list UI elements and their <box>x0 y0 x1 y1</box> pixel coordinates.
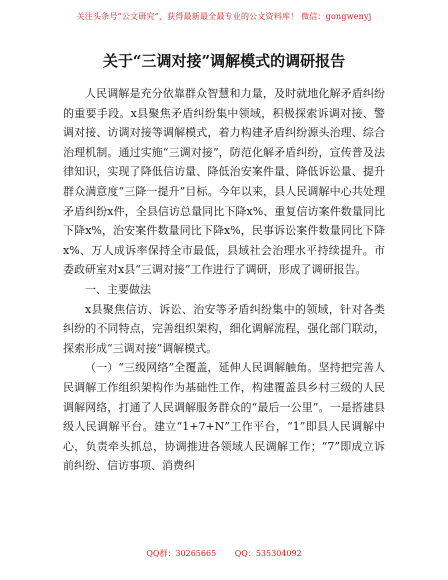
document-title: 关于“三调对接”调解模式的调研报告 <box>102 52 346 70</box>
footer-qq-number: QQ：535304092 <box>234 549 302 558</box>
header-promo-note: 关注头条号“公文研究”，获得最新最全最专业的公文资料库！ 微信：gongwenyj <box>76 12 372 21</box>
intro-paragraph: 人民调解是充分依靠群众智慧和力量，及时就地化解矛盾纠纷的重要手段。x县聚焦矛盾纠纷集中领域，积极探索诉调对接、警调对接、访调对接等调解模式，着力构建矛盾纠纷源头治理、综合治理机制。通过实施“三调对接”，防范化解矛盾纠纷，宣传普及法律知识，实现了降低信访量、降低治安案件量、降低诉讼量、提升群众满意度“三降一提升”目标。今年以来，县人民调解中心共处理矛盾纠纷x件，全县信访总量同比下降x%、重复信访案件数量同比下降x%，治安案件数量同比下降x%，民事诉讼案件数量同比下降x%、万人成诉率保持全市最低，县域社会治理水平持续提升。市委政研室对x县“三调对接”工作进行了调研，形成了调研报告。 <box>63 87 385 277</box>
footer-qq-group: QQ群：30265665 <box>146 549 217 558</box>
document-body <box>63 84 385 476</box>
section-heading-main-practices: 一、主要做法 <box>85 282 151 296</box>
section-intro-paragraph: x县聚焦信访、诉讼、治安等矛盾纠纷集中的领域，针对各类纠纷的不同特点，完善组织架构，细化调解流程，强化部门联动，探索形成“三调对接”调解模式。 <box>63 302 385 355</box>
footer-contact-note <box>0 549 448 559</box>
subsection-paragraph-three-level-network: （一）“三级网络”全覆盖，延伸人民调解触角。坚持把完善人民调解工作组织架构作为基础性工作，构建覆盖县乡村三级的人民调解网络，打通了人民调解服务群众的“最后一公里”。一是搭建县级人民调解平台。建立“1+7+N”工作平台，“1”即县人民调解中心，负责牵头抓总，协调推进各领域人民调解工作；“7”即成立诉前纠纷、信访事项、消费纠 <box>63 361 385 473</box>
